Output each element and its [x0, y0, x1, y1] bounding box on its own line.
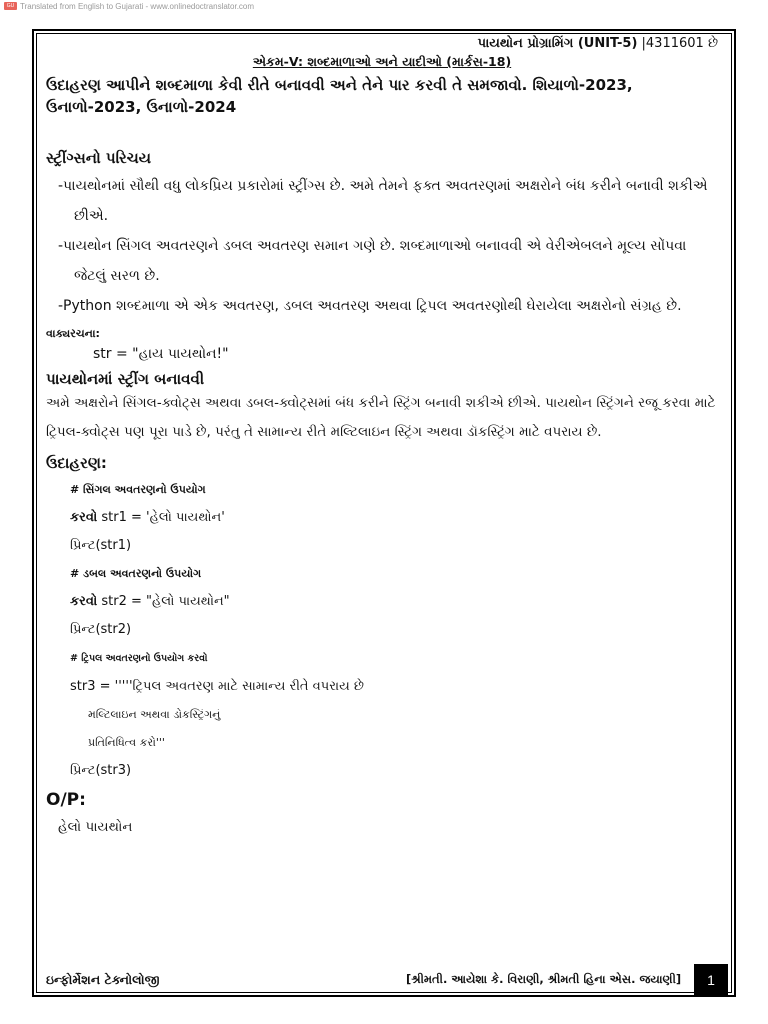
output-heading: O/P:: [46, 790, 86, 810]
keyword-do: કરવો: [70, 510, 98, 525]
output-value: હેલો પાયથોન: [58, 819, 133, 835]
example-heading: ઉદાહરણ:: [46, 454, 107, 472]
code-str2: str2 = "હેલો પાયથોન": [101, 594, 230, 609]
comment-single-quotes: # સિંગલ અવતરણનો ઉપયોગ: [70, 483, 206, 496]
subject-code: |4311601 છે: [641, 36, 718, 51]
translator-banner-text: Translated from English to Gujarati - www.onlinedoctranslator.com: [20, 1, 255, 11]
running-header: [46, 36, 718, 52]
code-print3: પ્રિન્ટ(str3): [70, 763, 132, 778]
footer-department: ઇન્ફોર્મેશન ટેક્નોલોજી: [46, 972, 160, 987]
code-str3-continuation-1: મલ્ટિલાઇન અથવા ડોકસ્ટ્રિંગનું: [88, 708, 221, 721]
code-line-str1: [46, 510, 718, 526]
create-heading: પાયથોનમાં સ્ટ્રીંગ બનાવવી: [46, 370, 205, 388]
intro-heading: સ્ટ્રીંગ્સનો પરિચય: [46, 149, 152, 167]
syntax-label: વાક્યરચના:: [46, 327, 100, 340]
unit-title: એકમ-V: શબ્દમાળાઓ અને યાદીઓ (માર્કસ-18): [252, 54, 512, 69]
intro-bullet-2: -પાયથોન સિંગલ અવતરણને ડબલ અવતરણ સમાન ગણે છે. શબ્દમાળાઓ બનાવવી એ વેરીએબલને મૂલ્ય સોંપવા જેટલું સરળ છે.: [58, 238, 687, 284]
translator-logo-icon: GU: [4, 2, 17, 10]
question-heading: ઉદાહરણ આપીને શબ્દમાળા કેવી રીતે બનાવવી અને તેને પાર કરવી તે સમજાવો. શિયાળો-2023, ઉનાળો-2023, ઉનાળો-2024: [46, 76, 633, 116]
code-str1: str1 = 'હેલો પાયથોન': [101, 510, 225, 525]
page-content: [46, 33, 718, 837]
page-number: 1: [694, 964, 728, 996]
comment-double-quotes: # ડબલ અવતરણનો ઉપયોગ: [70, 567, 202, 580]
intro-bullet-1: -પાયથોનમાં સૌથી વધુ લોકપ્રિય પ્રકારોમાં સ્ટ્રીંગ્સ છે. અમે તેમને ફક્ત અવતરણમાં અક્ષરોને બંધ કરીને બનાવી શકીએ છીએ.: [58, 178, 708, 224]
code-line-str2: [46, 594, 718, 610]
code-print2: પ્રિન્ટ(str2): [70, 622, 132, 637]
translator-banner: [4, 0, 254, 12]
comment-triple-quotes: # ટ્રિપલ અવતરણનો ઉપયોગ કરવો: [70, 653, 208, 664]
subject-title: પાયથોન પ્રોગ્રામિંગ (UNIT-5): [477, 36, 638, 51]
code-str3-continuation-2: પ્રતિનિધિત્વ કરો''': [88, 736, 165, 749]
intro-bullet-3: -Python શબ્દમાળા એ એક અવતરણ, ડબલ અવતરણ અથવા ટ્રિપલ અવતરણોથી ઘેરાયેલા અક્ષરોનો સંગ્રહ છે.: [58, 298, 682, 314]
code-line-str3: str3 = '''''ટ્રિપલ અવતરણ માટે સામાન્ય રીતે વપરાય છે: [70, 679, 364, 694]
keyword-do: કરવો: [70, 594, 98, 609]
code-print1: પ્રિન્ટ(str1): [70, 538, 132, 553]
syntax-code: str = "હાય પાયથોન!": [93, 346, 229, 362]
footer-authors: [શ્રીમતી. આયેશા કે. વિરાણી, શ્રીમતી હિના એસ. જયાણી]: [406, 972, 682, 986]
create-paragraph: અમે અક્ષરોને સિંગલ-ક્વોટ્સ અથવા ડબલ-ક્વોટ્સમાં બંધ કરીને સ્ટ્રિંગ બનાવી શકીએ છીએ. પાયથોન સ્ટ્રિંગને રજૂ કરવા માટે ટ્રિપલ-ક્વોટ્સ પણ પૂરા પાડે છે, પરંતુ તે સામાન્ય રીતે મલ્ટિલાઇન સ્ટ્રિંગ અથવા ડૉકસ્ટ્રિંગ માટે વપરાય છે.: [46, 395, 716, 440]
